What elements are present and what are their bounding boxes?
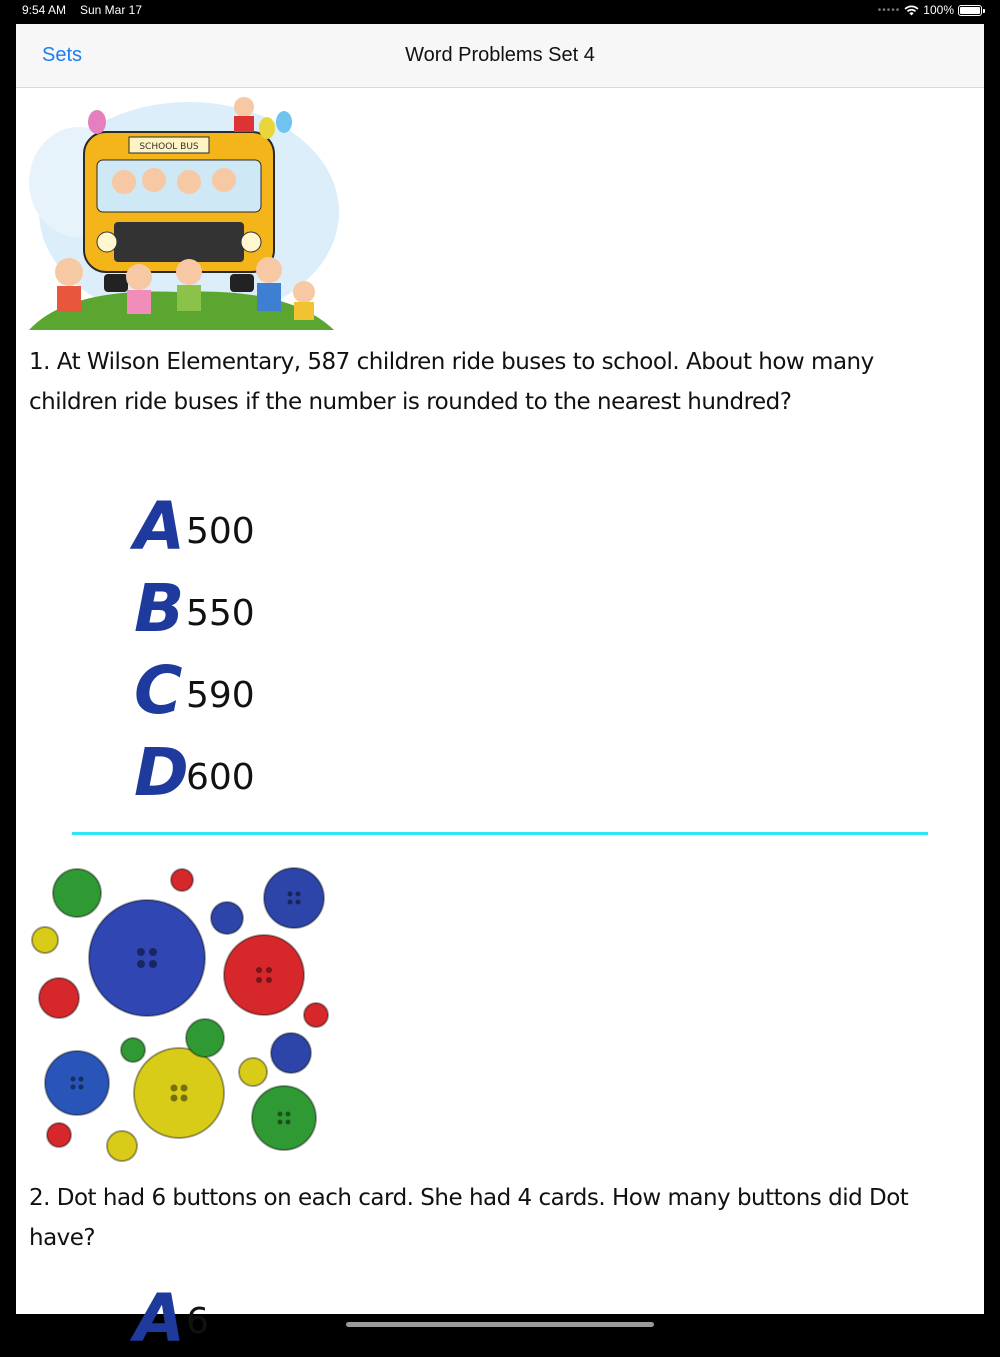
navigation-bar (16, 24, 984, 88)
question-divider (72, 832, 928, 835)
status-bar (0, 0, 1000, 22)
sets-back-button[interactable]: Sets (42, 44, 83, 66)
choice-letter: B (134, 570, 185, 647)
modal-sheet (16, 24, 984, 1357)
status-date: Sun Mar 17 (80, 3, 143, 17)
signal-dots-icon: ••••• (877, 4, 901, 16)
choice-value: 600 (186, 757, 255, 798)
buttons-image (29, 863, 334, 1163)
question-2-text: 2. Dot had 6 buttons on each card. She had 4 cards. How many buttons did Dot have? (29, 1185, 909, 1251)
school-bus-image (29, 92, 334, 330)
status-right (878, 3, 982, 17)
question-1-text: 1. At Wilson Elementary, 587 children ride buses to school. About how many children ride buses if the number is rounded to the nearest hundred? (29, 349, 874, 415)
choice-value: 500 (186, 511, 255, 552)
choice-letter: A (134, 488, 186, 565)
choice-letter: C (134, 652, 183, 729)
choice-value: 550 (186, 593, 255, 634)
page-title: Word Problems Set 4 (405, 44, 595, 66)
battery-icon (958, 5, 982, 16)
status-time: 9:54 AM (22, 3, 67, 17)
home-indicator[interactable] (346, 1322, 654, 1327)
choice-letter: D (134, 734, 189, 811)
choice-value: 6 (186, 1301, 209, 1342)
choice-value: 590 (186, 675, 255, 716)
battery-percent: 100% (923, 3, 954, 17)
wifi-icon (904, 5, 919, 16)
svg-text:SCHOOL BUS: SCHOOL BUS (139, 142, 199, 152)
choice-letter: A (134, 1280, 186, 1357)
